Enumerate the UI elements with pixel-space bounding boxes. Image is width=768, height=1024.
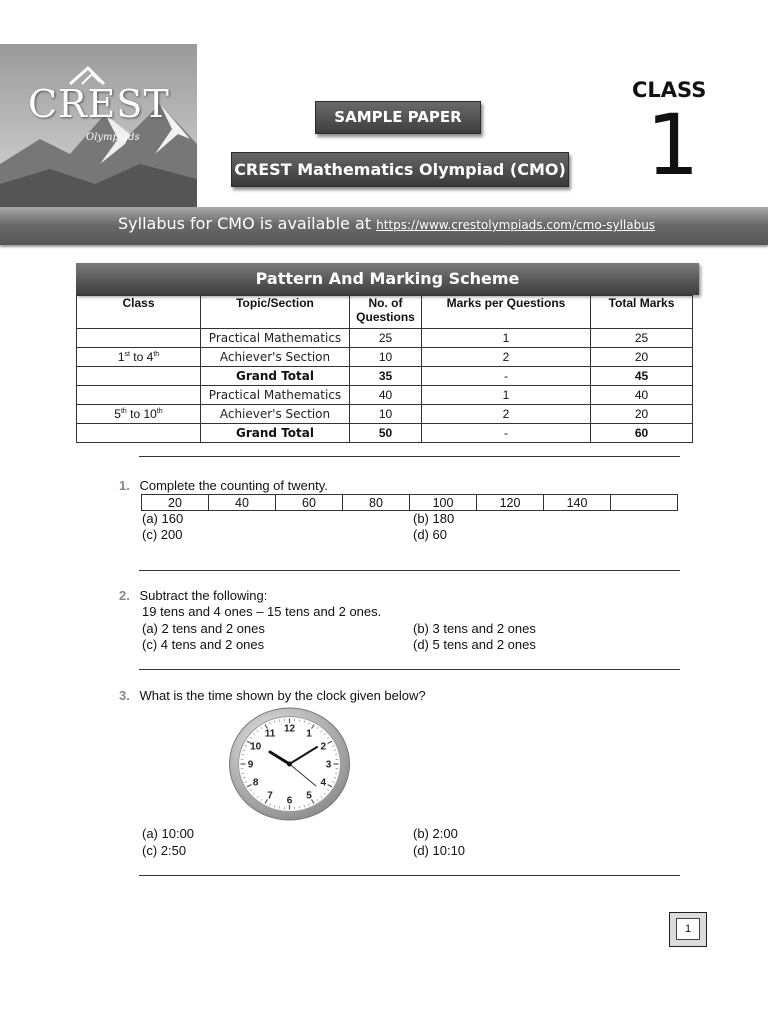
pattern-title: Pattern And Marking Scheme (76, 263, 699, 295)
superscript: st (124, 351, 130, 358)
table-cell: 60 (591, 424, 693, 443)
table-header: Total Marks (591, 296, 693, 329)
syllabus-link[interactable]: https://www.crestolympiads.com/cmo-syllabus (376, 218, 656, 232)
option-a[interactable]: (a) 160 (142, 511, 184, 526)
option-c[interactable]: (c) 2:50 (142, 843, 187, 858)
sequence-cell: 60 (276, 495, 343, 511)
table-cell (77, 329, 201, 348)
clock-number: 7 (267, 790, 273, 802)
table-cell (77, 386, 201, 405)
table-cell: 2 (422, 405, 591, 424)
table-cell: 45 (591, 367, 693, 386)
table-row (77, 348, 693, 367)
table-row (77, 367, 693, 386)
sequence-cell: 80 (343, 495, 410, 511)
option-c[interactable]: (c) 4 tens and 2 ones (142, 637, 265, 652)
table-header-row (77, 296, 693, 329)
table-row (77, 329, 693, 348)
table-cell: 40 (350, 386, 422, 405)
table-header: No. of Questions (350, 296, 422, 329)
table-cell: 2 (422, 348, 591, 367)
counting-sequence-table (141, 494, 678, 511)
option-b[interactable]: (b) 2:00 (413, 826, 458, 841)
table-cell: 1 (422, 329, 591, 348)
clock-number: 6 (286, 795, 293, 807)
clock-image (229, 707, 350, 821)
clock-number: 2 (320, 741, 327, 753)
option-b[interactable]: (b) 3 tens and 2 ones (413, 621, 536, 636)
table-cell: 10 (350, 348, 422, 367)
table-cell: 50 (350, 424, 422, 443)
sequence-cell: 120 (477, 495, 544, 511)
clock-number: 10 (250, 741, 262, 753)
question-3 (119, 688, 426, 703)
question-number: 2. (119, 588, 130, 603)
question-number: 1. (119, 478, 130, 493)
class-range-end: to 4 (129, 350, 154, 364)
table-cell: Grand Total (201, 424, 350, 443)
table-row (77, 405, 693, 424)
table-cell: 25 (591, 329, 693, 348)
table-cell: Grand Total (201, 367, 350, 386)
table-cell: 35 (350, 367, 422, 386)
separator-line (139, 570, 680, 571)
option-b[interactable]: (b) 180 (413, 511, 455, 526)
class-range-start: 5 (114, 407, 121, 421)
superscript: th (120, 408, 127, 415)
clock-number: 4 (320, 777, 327, 789)
syllabus-text (118, 214, 655, 233)
option-a[interactable]: (a) 10:00 (142, 826, 195, 841)
olympiad-title: CREST Mathematics Olympiad (CMO) (231, 152, 569, 187)
question-text: What is the time shown by the clock given below? (139, 688, 426, 703)
question-number: 3. (119, 688, 130, 703)
table-row (77, 386, 693, 405)
table-header: Topic/Section (201, 296, 350, 329)
table-cell: 10 (350, 405, 422, 424)
logo-tagline: Olympiads (86, 132, 140, 143)
table-cell (77, 367, 201, 386)
option-d[interactable]: (d) 10:10 (413, 843, 466, 858)
class-range-end: to 10 (126, 407, 157, 421)
sequence-cell: 100 (410, 495, 477, 511)
page-number-box (669, 912, 707, 947)
table-cell: 25 (350, 329, 422, 348)
table-header: Marks per Questions (422, 296, 591, 329)
separator-line (139, 456, 680, 457)
sample-paper-badge: SAMPLE PAPER (315, 101, 481, 134)
class-number: 1 (646, 96, 700, 194)
question-2 (119, 588, 267, 603)
class-range-start: 1 (117, 350, 125, 364)
superscript: th (153, 351, 160, 358)
separator-line (139, 875, 680, 876)
option-a[interactable]: (a) 2 tens and 2 ones (142, 621, 265, 636)
question-text: Subtract the following: (139, 588, 268, 603)
clock-number: 1 (306, 728, 312, 740)
table-header: Class (77, 296, 201, 329)
clock-number: 5 (306, 790, 312, 802)
crest-logo (0, 44, 197, 208)
table-cell: Practical Mathematics (201, 329, 350, 348)
class-label: CLASS (632, 78, 707, 102)
table-cell-class (77, 405, 201, 424)
clock-number: 11 (264, 728, 276, 740)
option-c[interactable]: (c) 200 (142, 527, 183, 542)
table-cell: - (422, 424, 591, 443)
table-cell: 1 (422, 386, 591, 405)
clock-number: 8 (252, 777, 259, 789)
option-d[interactable]: (d) 5 tens and 2 ones (413, 637, 536, 652)
question-subtext: 19 tens and 4 ones – 15 tens and 2 ones. (142, 604, 382, 619)
option-d[interactable]: (d) 60 (413, 527, 447, 542)
table-cell: - (422, 367, 591, 386)
table-row (77, 424, 693, 443)
sequence-cell: 140 (544, 495, 611, 511)
superscript: th (156, 408, 163, 415)
page-number: 1 (676, 918, 700, 940)
sequence-cell: 40 (209, 495, 276, 511)
table-cell: Achiever's Section (201, 405, 350, 424)
table-cell (77, 424, 201, 443)
table-cell: 40 (591, 386, 693, 405)
separator-line (139, 669, 680, 670)
table-cell-class (77, 348, 201, 367)
sequence-cell-blank (611, 495, 678, 511)
table-cell: 20 (591, 348, 693, 367)
logo-brand: CREST (28, 82, 170, 126)
question-text: Complete the counting of twenty. (139, 478, 328, 493)
question-1 (119, 478, 328, 493)
table-cell: Practical Mathematics (201, 386, 350, 405)
syllabus-label: Syllabus for CMO is available at (118, 214, 377, 233)
clock-number: 3 (325, 759, 332, 771)
marking-scheme-table (76, 295, 693, 443)
sequence-cell: 20 (142, 495, 209, 511)
clock-number: 12 (283, 723, 296, 735)
table-cell: 20 (591, 405, 693, 424)
clock-number: 9 (247, 759, 254, 771)
table-cell: Achiever's Section (201, 348, 350, 367)
